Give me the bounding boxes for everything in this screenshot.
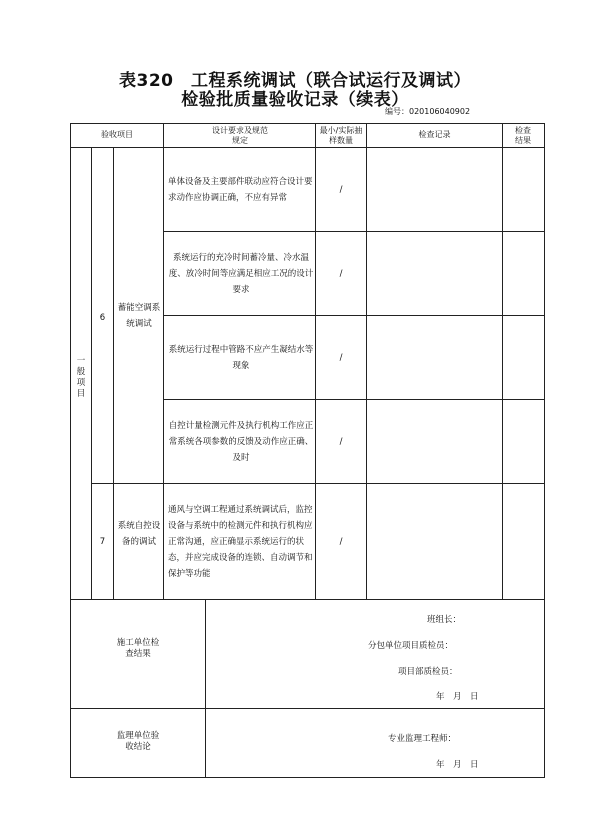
row3-sample-cell (316, 316, 367, 400)
header-sample: 最小/实际抽样数量 (319, 126, 363, 145)
group6-number: 6 (99, 313, 106, 323)
category-label: 一般项目 (76, 356, 86, 399)
group7-number: 7 (99, 537, 106, 547)
row1-text-cell (164, 148, 316, 232)
row5-sample-cell (316, 484, 367, 600)
row4-text-cell (164, 400, 316, 484)
header-item: 验收项目 (101, 130, 133, 139)
supervision-label: 监理单位验收结论 (116, 731, 160, 752)
row5-result-cell[interactable] (503, 484, 544, 600)
header-record: 检查记录 (418, 130, 451, 139)
row1-record-cell[interactable] (367, 148, 503, 232)
form-code: 编号：020106040902 (385, 107, 471, 116)
construction-date: 年 月 日 (436, 692, 479, 702)
row5-record-cell[interactable] (367, 484, 503, 600)
supervision-date: 年 月 日 (436, 760, 479, 770)
row4-sample-cell (316, 400, 367, 484)
construction-label-cell (71, 600, 206, 709)
supervision-content-cell[interactable] (206, 709, 544, 777)
construction-content-cell[interactable] (206, 600, 544, 709)
group7-name-cell (114, 484, 164, 600)
header-design: 设计要求及规范规定 (212, 126, 268, 145)
row4-text: 自控计量检测元件及执行机构工作应正常系统各项参数的反馈及动作应正确、及时 (168, 421, 314, 463)
supervising-engineer-label: 专业监理工程师： (388, 734, 457, 744)
row2-text: 系统运行的充冷时间蓄冷量、冷水温度、放冷时间等应满足相应工况的设计要求 (168, 253, 314, 295)
form-title-line1: 表320 工程系统调试（联合试运行及调试） (119, 71, 471, 91)
dept-inspector-label: 项目部质检员： (398, 667, 458, 677)
group6-name: 蓄能空调系统调试 (117, 303, 161, 329)
row5-text-cell (164, 484, 316, 600)
row1-sample-cell (316, 148, 367, 232)
sub-inspector-label: 分包单位项目质检员： (368, 641, 454, 651)
group6-number-cell (92, 148, 114, 484)
row1-result-cell[interactable] (503, 148, 544, 232)
row5-sample: / (339, 537, 343, 547)
row5-text: 通风与空调工程通过系统调试后，监控设备与系统中的检测元件和执行机构应正常沟通，应正确显示系统运行的状态，并应完成设备的连锁、自动调节和保护等功能 (168, 505, 313, 579)
header-item-cell (71, 124, 164, 148)
row4-result-cell[interactable] (503, 400, 544, 484)
row2-sample: / (339, 269, 343, 279)
header-result-cell (503, 124, 544, 148)
header-sample-cell (316, 124, 367, 148)
row4-record-cell[interactable] (367, 400, 503, 484)
row3-result-cell[interactable] (503, 316, 544, 400)
row3-text-cell (164, 316, 316, 400)
row3-sample: / (339, 353, 343, 363)
group7-name: 系统自控设备的调试 (117, 521, 161, 547)
header-result: 检查结果 (515, 126, 531, 145)
header-design-cell (164, 124, 316, 148)
team-leader-label: 班组长： (427, 615, 462, 625)
group6-name-cell (114, 148, 164, 484)
header-record-cell (367, 124, 503, 148)
row2-sample-cell (316, 232, 367, 316)
row3-text: 系统运行过程中管路不应产生凝结水等现象 (168, 345, 314, 371)
row3-record-cell[interactable] (367, 316, 503, 400)
form-title-line2: 检验批质量验收记录（续表） (181, 90, 409, 110)
row2-result-cell[interactable] (503, 232, 544, 316)
supervision-label-cell (71, 709, 206, 777)
category-cell (71, 148, 92, 600)
group7-number-cell (92, 484, 114, 600)
row1-sample: / (339, 185, 343, 195)
row2-text-cell (164, 232, 316, 316)
row4-sample: / (339, 437, 343, 447)
construction-label: 施工单位检查结果 (116, 638, 160, 659)
row1-text: 单体设备及主要部件联动应符合设计要求动作应协调正确，不应有异常 (168, 177, 313, 203)
row2-record-cell[interactable] (367, 232, 503, 316)
